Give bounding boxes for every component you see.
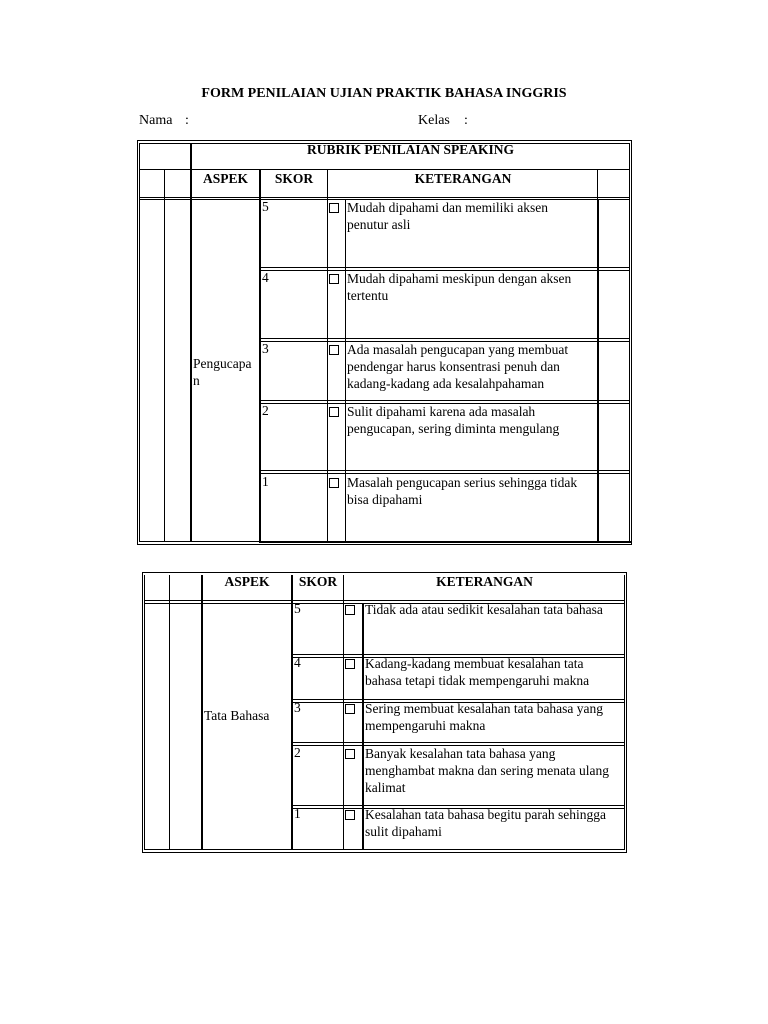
grammar-score-2: 2	[294, 745, 301, 760]
grammar-score-5: 5	[294, 601, 301, 616]
form-title: FORM PENILAIAN UJIAN PRAKTIK BAHASA INGGRIS	[201, 86, 567, 101]
speaking-description-5: Mudah dipahami dan memiliki aksen penutur asli	[347, 200, 548, 232]
grammar-header-score: SKOR	[298, 574, 338, 589]
speaking-header-aspect: ASPEK	[202, 171, 248, 186]
class-label: Kelas	[418, 113, 450, 128]
speaking-header-score: SKOR	[274, 171, 314, 186]
name-label: Nama	[139, 113, 173, 128]
speaking-score-2: 2	[262, 403, 269, 418]
grammar-score-3: 3	[294, 700, 301, 715]
checkbox-icon[interactable]	[329, 345, 339, 355]
speaking-aspect: Pengucapa n	[193, 356, 252, 388]
speaking-score-4: 4	[262, 270, 269, 285]
checkbox-icon[interactable]	[345, 749, 355, 759]
grammar-description-3: Sering membuat kesalahan tata bahasa yang mempengaruhi makna	[365, 701, 604, 733]
speaking-score-5: 5	[262, 199, 269, 214]
grammar-score-4: 4	[294, 655, 301, 670]
speaking-description-3: Ada masalah pengucapan yang membuat pendengar harus konsentrasi penuh dan kadang-kadang ada kesalahpahaman	[347, 342, 569, 391]
grammar-description-1: Kesalahan tata bahasa begitu parah sehingga sulit dipahami	[365, 807, 607, 839]
speaking-score-1: 1	[262, 474, 269, 489]
speaking-title: RUBRIK PENILAIAN SPEAKING	[306, 142, 515, 157]
checkbox-icon[interactable]	[345, 659, 355, 669]
grammar-description-4: Kadang-kadang membuat kesalahan tata bahasa tetapi tidak mempengaruhi makna	[365, 656, 590, 688]
checkbox-icon[interactable]	[329, 274, 339, 284]
speaking-header-description: KETERANGAN	[414, 171, 512, 186]
speaking-score-3: 3	[262, 341, 269, 356]
checkbox-icon[interactable]	[329, 478, 339, 488]
grammar-aspect: Tata Bahasa	[204, 708, 270, 723]
speaking-description-4: Mudah dipahami meskipun dengan aksen tertentu	[347, 271, 572, 303]
class-colon: :	[464, 113, 468, 128]
grammar-description-5: Tidak ada atau sedikit kesalahan tata bahasa	[365, 602, 603, 617]
checkbox-icon[interactable]	[329, 407, 339, 417]
checkbox-icon[interactable]	[345, 605, 355, 615]
grammar-score-1: 1	[294, 806, 301, 821]
checkbox-icon[interactable]	[345, 810, 355, 820]
checkbox-icon[interactable]	[329, 203, 339, 213]
name-colon: :	[185, 113, 189, 128]
speaking-description-2: Sulit dipahami karena ada masalah pengucapan, sering diminta mengulang	[347, 404, 560, 436]
checkbox-icon[interactable]	[345, 704, 355, 714]
grammar-header-aspect: ASPEK	[224, 574, 270, 589]
grammar-header-description: KETERANGAN	[436, 574, 533, 589]
speaking-description-1: Masalah pengucapan serius sehingga tidak bisa dipahami	[347, 475, 578, 507]
grammar-description-2: Banyak kesalahan tata bahasa yang menghambat makna dan sering menata ulang kalimat	[365, 746, 610, 795]
